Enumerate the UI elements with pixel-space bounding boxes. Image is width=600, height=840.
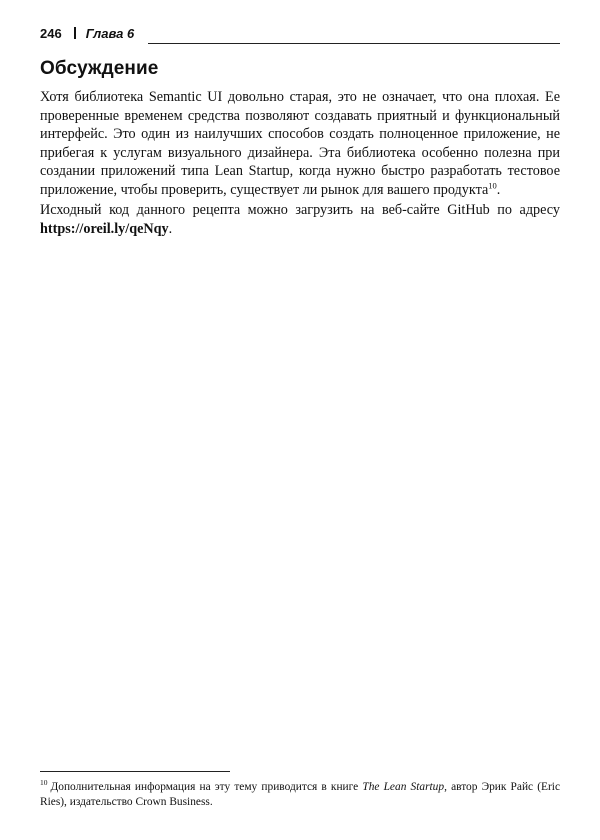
footnote-reference[interactable]: 10 xyxy=(488,180,497,191)
paragraph-source-code-end: . xyxy=(168,220,173,237)
footnote-book-title: The Lean Startup xyxy=(362,781,445,793)
footnote-number: 10 xyxy=(40,778,48,788)
section-title: Обсуждение xyxy=(40,58,159,79)
footnote-text-after: , автор Эрик Райс (Eric Ries), издательство Crown Business. xyxy=(40,781,561,808)
footnote-rule xyxy=(40,771,230,772)
header-separator xyxy=(74,27,76,39)
paragraph-discussion xyxy=(40,88,560,200)
paragraph-source-code xyxy=(40,201,560,238)
footnote-text-before: Дополнительная информация на эту тему приводится в книге xyxy=(50,781,363,793)
paragraph-discussion-text: Хотя библиотека Semantic UI довольно старая, это не означает, что она плохая. Ее проверенные временем средства позволяют создавать приятный и функциональный интерфейс. Это один из наилучших способов создать полноценное приложение, не прибегая к услугам визуального дизайнера. Эта библиотека особенно полезна при создании приложений типа Lean Startup, когда нужно быстро разработать тестовое приложение, чтобы проверить, существует ли рынок для вашего продукта xyxy=(40,89,560,198)
page-number: 246 xyxy=(40,25,62,41)
github-link[interactable]: https://oreil.ly/qeNqy xyxy=(40,220,169,237)
paragraph-discussion-end: . xyxy=(496,181,501,198)
paragraph-source-code-text: Исходный код данного рецепта можно загрузить на веб-сайте GitHub по адресу xyxy=(40,202,560,218)
header-rule xyxy=(148,43,560,44)
running-header xyxy=(40,24,560,42)
footnote xyxy=(40,780,560,810)
chapter-label: Глава 6 xyxy=(85,25,135,41)
